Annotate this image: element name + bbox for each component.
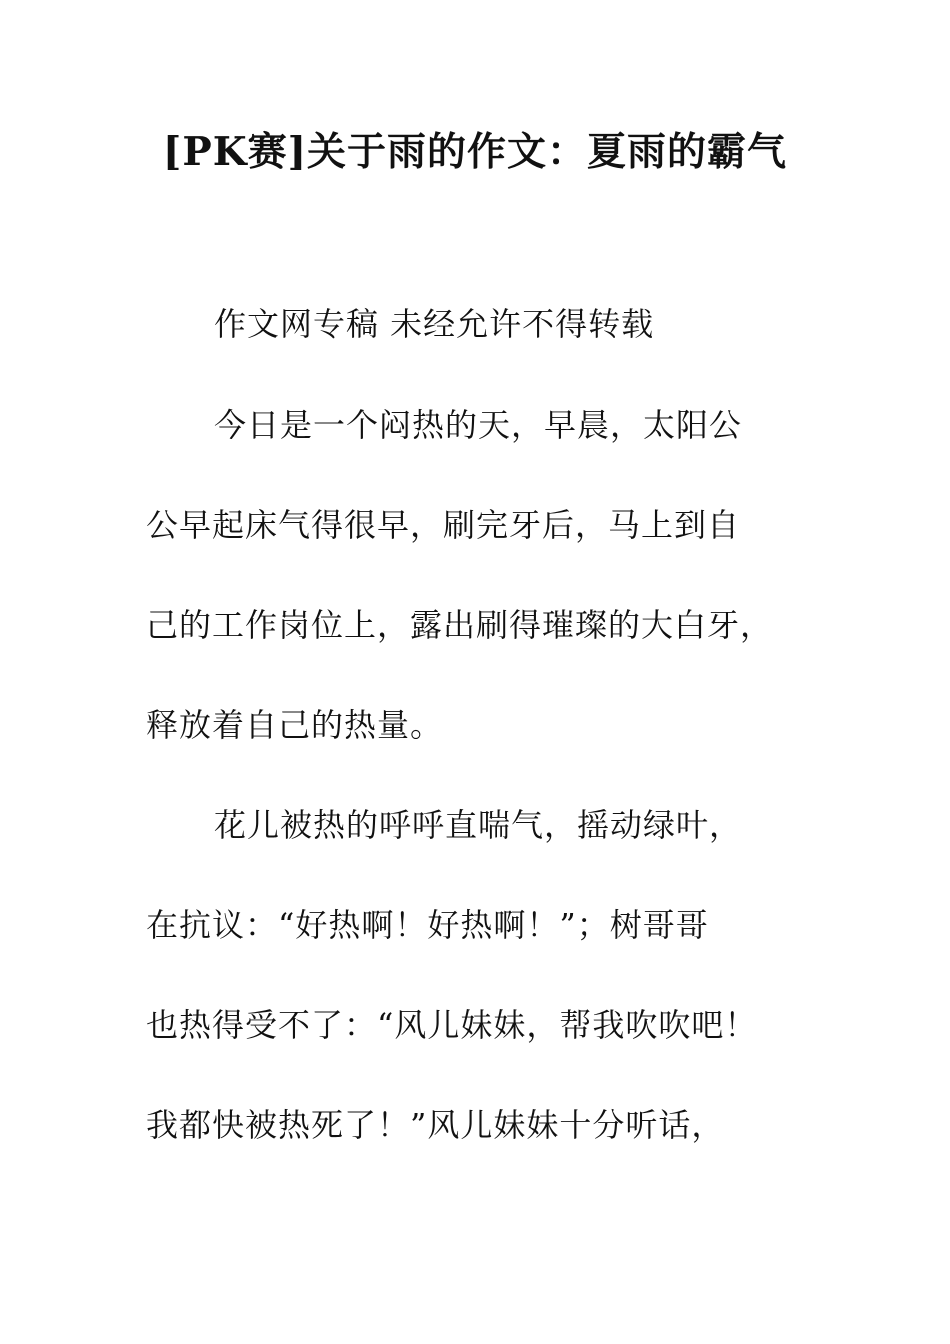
paragraph-1-line-1: 今日是一个闷热的天，早晨，太阳公 [214,406,743,444]
document-title: [PK赛]关于雨的作文：夏雨的霸气 [162,129,788,175]
paragraph-1-line-2: 公早起床气得很早，刷完牙后，马上到自 [146,506,741,544]
paragraph-2-line-3: 也热得受不了：“风儿妹妹，帮我吹吹吧！ [146,1006,758,1044]
paragraph-1-line-3: 己的工作岗位上，露出刷得璀璨的大白牙， [146,606,774,644]
notice-line: 作文网专稿 未经允许不得转载 [214,305,655,343]
paragraph-2-line-1: 花儿被热的呼呼直喘气，摇动绿叶， [214,806,743,844]
paragraph-2-line-4: 我都快被热死了！”风儿妹妹十分听话， [146,1106,725,1144]
paragraph-2-line-2: 在抗议：“好热啊！好热啊！”；树哥哥 [146,906,709,944]
paragraph-1-line-4: 释放着自己的热量。 [146,706,444,744]
